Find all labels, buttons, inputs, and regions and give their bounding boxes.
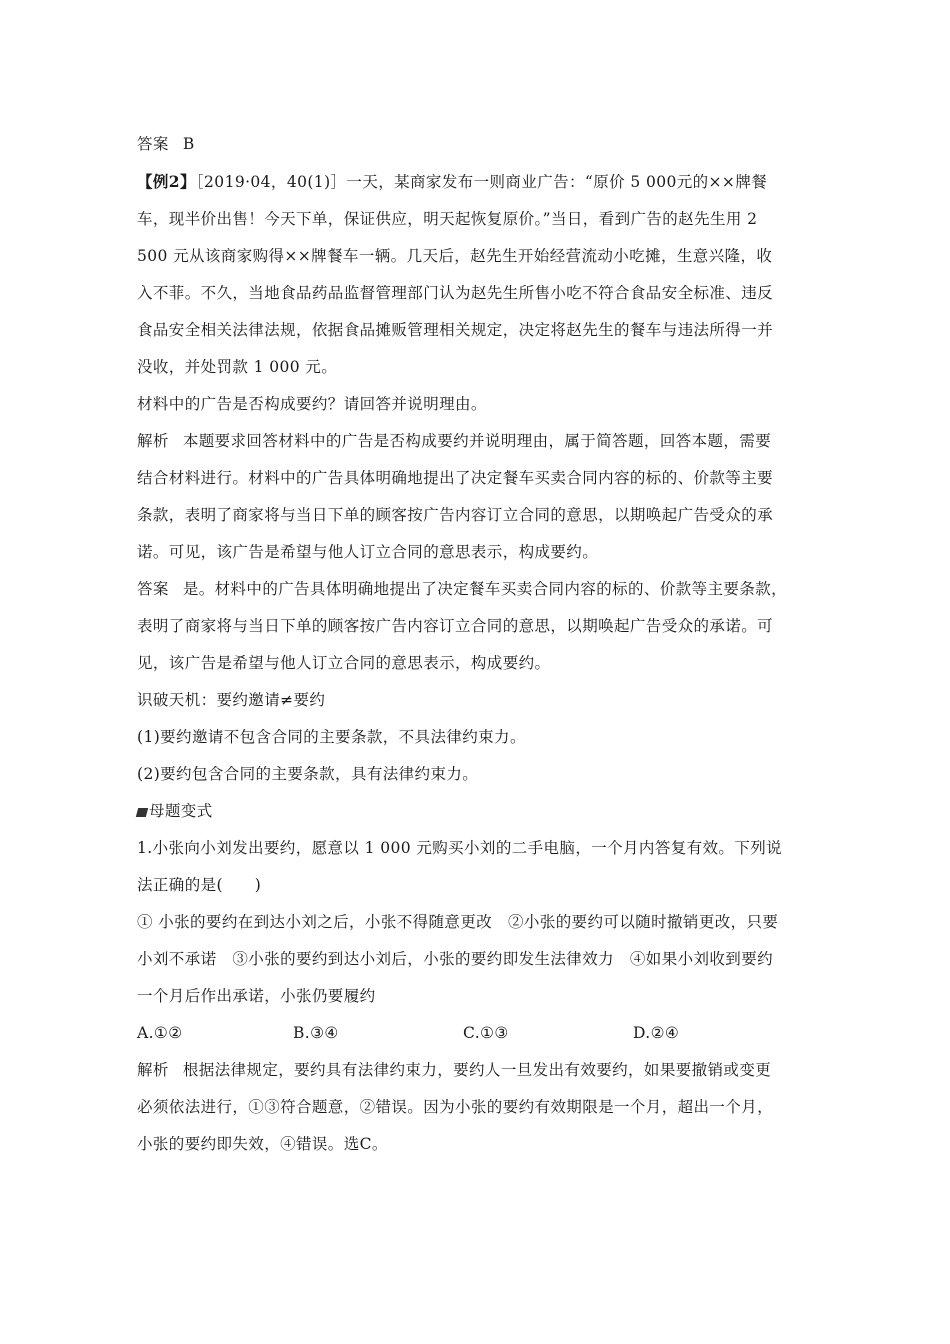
tip-point-1: (1)要约邀请不包含合同的主要条款，不具法律约束力。 [137,728,526,746]
option-c: C.①③ [463,1024,509,1042]
answer-line-1 [137,126,827,163]
example-2-line-3: 500 元从该商家购得××牌餐车一辆。几天后，赵先生开始经营流动小吃摊，生意兴隆，收 [137,247,773,265]
option-d: D.②④ [633,1024,680,1042]
example-question: 材料中的广告是否构成要约？请回答并说明理由。 [137,395,487,413]
analysis-line-4: 诺。可见，该广告是希望与他人订立合同的意思表示，构成要约。 [137,543,599,561]
answer2-line-1 [137,571,827,608]
example-text: 一天，某商家发布一则商业广告：“原价 5 000元的××牌餐 [346,173,768,191]
answer2-line-3: 见，该广告是希望与他人订立合同的意思表示，构成要约。 [137,654,551,672]
example-2-line-6: 没收，并处罚款 1 000 元。 [137,358,338,376]
analysis-line-1 [137,423,827,460]
section-marker-icon [136,808,148,817]
answer2-line-2: 表明了商家将与当日下单的顾客按广告内容订立合同的意思，以期唤起广告受众的承诺。可 [137,617,774,635]
question-1-line-2: 法正确的是( ) [137,876,262,894]
analysis-line-3: 条款，表明了商家将与当日下单的顾客按广告内容订立合同的意思，以期唤起广告受众的承 [137,506,774,524]
answer2-text: 是。材料中的广告具体明确地提出了决定餐车买卖合同内容的标的、价款等主要条款， [182,580,788,598]
answer-label: 答案 [137,135,169,153]
answer-options [137,1015,827,1052]
example-2-line-2: 车，现半价出售！今天下单，保证供应，明天起恢复原价。”当日，看到广告的赵先生用 2 [137,210,758,228]
answer-value: B [182,135,195,153]
statement-line-1: ① 小张的要约在到达小刘之后，小张不得随意更改 ②小张的要约可以随时撤销更改，只要 [137,913,779,931]
answer2-label: 答案 [137,580,169,598]
tip-title: 识破天机：要约邀请≠要约 [137,691,326,709]
q1-analysis-line-3: 小张的要约即失效，④错误。选C。 [137,1135,388,1153]
example-2-line-4: 入不菲。不久，当地食品药品监督管理部门认为赵先生所售小吃不符合食品安全标准、违反 [137,284,774,302]
analysis-label: 解析 [137,432,169,450]
option-a: A.①② [137,1024,183,1042]
section-title: 母题变式 [149,802,213,820]
example-tag: 【例2】 [137,172,196,191]
q1-analysis-line-2: 必须依法进行，①③符合题意，②错误。因为小张的要约有效期限是一个月，超出一个月， [137,1098,774,1116]
document-page [137,126,827,1163]
example-2-line-5: 食品安全相关法律法规，依据食品摊贩管理相关规定，决定将赵先生的餐车与违法所得一并 [137,321,774,339]
question-1-line-1: 1.小张向小刘发出要约，愿意以 1 000 元购买小刘的二手电脑，一个月内答复有效。下列说 [137,839,783,857]
option-b: B.③④ [293,1024,339,1042]
analysis-line-2: 结合材料进行。材料中的广告具体明确地提出了决定餐车买卖合同内容的标的、价款等主要 [137,469,774,487]
statement-line-3: 一个月后作出承诺，小张仍要履约 [137,987,376,1005]
q1-analysis-line-1 [137,1052,827,1089]
example-2-line-1 [137,163,827,201]
example-ref: ［2019·04，40(1)］ [195,173,347,191]
q1-analysis-label: 解析 [137,1061,169,1079]
analysis-text: 本题要求回答材料中的广告是否构成要约并说明理由，属于简答题，回答本题，需要 [182,432,772,450]
q1-analysis-text: 根据法律规定，要约具有法律约束力，要约人一旦发出有效要约，如果要撤销或变更 [182,1061,772,1079]
section-heading [137,793,827,830]
tip-point-2: (2)要约包含合同的主要条款，具有法律约束力。 [137,765,479,783]
statement-line-2: 小刘不承诺 ③小张的要约到达小刘后，小张的要约即发生法律效力 ④如果小刘收到要约 [137,950,774,968]
